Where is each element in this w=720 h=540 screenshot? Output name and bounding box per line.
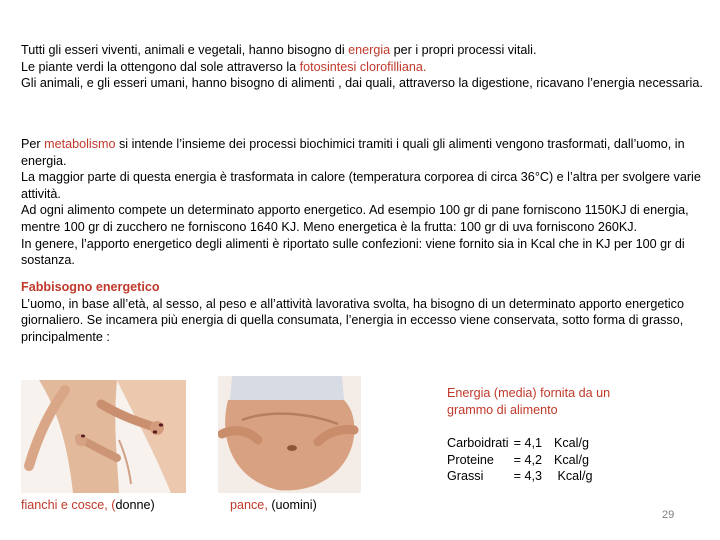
- intro-line-plants: [21, 59, 706, 76]
- metabolism-term: metabolismo: [44, 137, 116, 151]
- requirement-section: [21, 279, 706, 345]
- requirement-heading: Fabbisogno energetico: [21, 280, 160, 294]
- photosynthesis-term: fotosintesi clorofilliana.: [299, 59, 427, 74]
- metabolism-labels: In genere, l’apporto energetico degli alimenti è riportato sulle confezioni: viene fornito sia in Kcal che in KJ per 100 gr di sostanza.: [21, 236, 685, 268]
- intro-text: per i propri processi vitali.: [390, 43, 537, 57]
- hips-thighs-photo: [21, 380, 186, 493]
- metabolism-definition: [21, 136, 706, 169]
- energy-table: [447, 435, 593, 485]
- metabolism-examples: Ad ogni alimento compete un determinato apporto energetico. Ad esempio 100 gr di pane forniscono 1150KJ di energia, mentre 100 gr di zucchero ne forniscono 1640 KJ. Meno energetica è la frutta: 100 gr di uva forniscono 260KJ.: [21, 203, 689, 234]
- men-caption: [230, 497, 317, 514]
- intro-text: Le piante verdi la ottengono dal sole attraverso la: [21, 59, 300, 74]
- value-cell: = 4,1: [513, 436, 542, 450]
- intro-line-animals: Gli animali, e gli esseri umani, hanno bisogno di alimenti , dai quali, attraverso la digestione, ricavano l’energia necessaria.: [21, 76, 703, 91]
- value-cell: = 4,2: [513, 452, 542, 467]
- requirement-body: L’uomo, in base all’età, al sesso, al peso e all’attività lavorativa svolta, ha bisogno di un determinato apporto energetico giornaliero. Se incamera più energia di quella consumata, l’energia in eccesso viene conservata, sotto forma di grasso, principalmente :: [21, 296, 684, 344]
- metabolism-paragraph: [21, 136, 706, 269]
- energy-title: Energia (media) fornita da un grammo di alimento: [447, 386, 611, 417]
- women-caption: [21, 497, 155, 514]
- intro-paragraph: [21, 42, 706, 92]
- nutrient-cell: Grassi: [447, 469, 484, 484]
- intro-line-energy: [21, 42, 706, 59]
- metabolism-heat: La maggior parte di questa energia è trasformata in calore (temperatura corporea di circa 36°C) e l’altra per svolgere varie attività.: [21, 170, 701, 201]
- value-cell: = 4,3: [513, 469, 542, 484]
- energy-term: energia: [348, 43, 391, 57]
- nutrient-cell: Carboidrati: [447, 436, 509, 450]
- unit-cell: Kcal/g: [553, 469, 593, 484]
- intro-text: Tutti gli esseri viventi, animali e vegetali, hanno bisogno di: [21, 43, 349, 57]
- women-caption-text: donne): [115, 498, 155, 512]
- page-number: 29: [662, 509, 675, 521]
- unit-cell: Kcal/g: [553, 436, 589, 450]
- metabolism-text: Per: [21, 137, 45, 151]
- table-row: [447, 435, 593, 452]
- women-caption-red: fianchi e cosce, (: [21, 498, 116, 512]
- nutrient-cell: Proteine: [447, 452, 494, 467]
- metabolism-text: si intende l’insieme dei processi biochimici tramiti i quali gli alimenti vengono trasformati, dall’uomo, in energia.: [21, 137, 685, 168]
- belly-photo: [218, 376, 361, 493]
- table-row: [447, 452, 593, 469]
- table-row: [447, 468, 593, 485]
- unit-cell: Kcal/g: [553, 452, 589, 467]
- men-caption-red: pance,: [230, 498, 272, 512]
- men-caption-text: (uomini): [271, 498, 317, 512]
